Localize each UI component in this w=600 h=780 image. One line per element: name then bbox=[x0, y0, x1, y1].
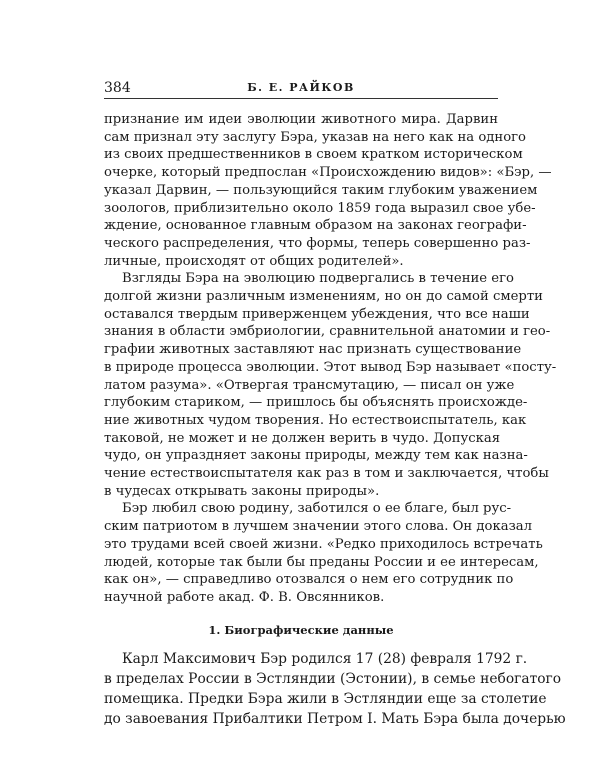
text-line: указал Дарвин, — пользующийся таким глубоким уважением bbox=[104, 182, 538, 198]
text-line: долгой жизни различным изменениям, но он до самой смерти bbox=[104, 289, 543, 305]
text-line: это трудами всей своей жизни. «Редко приходилось встречать bbox=[104, 536, 543, 552]
text-line: из своих предшественников в своем кратком историческом bbox=[104, 147, 523, 163]
text-line: в природе процесса эволюции. Этот вывод Бэр называет «посту- bbox=[104, 359, 557, 375]
book-page bbox=[104, 80, 566, 729]
text-line: знания в области эмбриологии, сравнительной анатомии и гео- bbox=[104, 324, 551, 340]
text-line: до завоевания Прибалтики Петром I. Мать Бэра была дочерью bbox=[104, 710, 566, 727]
text-line: помещика. Предки Бэра жили в Эстляндии еще за столетие bbox=[104, 690, 547, 707]
text-line: людей, которые так были бы преданы России и ее интересам, bbox=[104, 554, 539, 570]
running-header bbox=[104, 80, 498, 99]
text-line: оставался твердым приверженцем убеждения, что все наши bbox=[104, 306, 530, 322]
section-number: 1. bbox=[208, 622, 221, 637]
text-line: признание им идеи эволюции животного мира. Дарвин bbox=[104, 112, 498, 127]
text-line: таковой, не может и не должен верить в чудо. Допуская bbox=[104, 430, 501, 446]
text-line: ние животных чудом творения. Но естествоиспытатель, как bbox=[104, 412, 527, 428]
text-line: чудо, он упраздняет законы природы, между тем как назна- bbox=[104, 448, 528, 464]
text-line: очерке, который предпослан «Происхождению видов»: «Бэр, — bbox=[104, 165, 552, 181]
text-line: Бэр любил свою родину, заботился о ее благе, был рус- bbox=[122, 501, 512, 517]
paragraph-1 bbox=[104, 111, 552, 270]
paragraph-biography bbox=[104, 649, 566, 729]
page-number: 384 bbox=[104, 80, 131, 96]
text-line: в чудесах открывать законы природы». bbox=[104, 483, 380, 499]
text-line: зоологов, приблизительно около 1859 года выразил свое убе- bbox=[104, 200, 536, 216]
text-line: глубоким стариком, — пришлось бы объяснять происхожде- bbox=[104, 395, 528, 411]
section-title: Биографические данные bbox=[224, 622, 394, 637]
text-line: в пределах России в Эстляндии (Эстонии), в семье небогатого bbox=[104, 670, 562, 687]
text-line: графии животных заставляют нас признать существование bbox=[104, 342, 522, 358]
text-line: латом разума». «Отвергая трансмутацию, — писал он уже bbox=[104, 377, 515, 393]
text-line: сам признал эту заслугу Бэра, указав на него как на одного bbox=[104, 129, 526, 145]
text-line: ским патриотом в лучшем значении этого слова. Он доказал bbox=[104, 519, 533, 535]
paragraph-2 bbox=[104, 270, 557, 500]
text-line: ческого распределения, что формы, теперь совершенно раз- bbox=[104, 235, 531, 251]
text-line: как он», — справедливо отозвался о нем его сотрудник по bbox=[104, 572, 514, 588]
text-line: личные, происходят от общих родителей». bbox=[104, 253, 404, 269]
running-title: Б. Е. РАЙКОВ bbox=[247, 81, 355, 94]
paragraph-3 bbox=[104, 500, 543, 606]
text-line: чение естествоиспытателя как раз в том и заключается, чтобы bbox=[104, 466, 549, 482]
text-line: научной работе акад. Ф. В. Овсянников. bbox=[104, 589, 385, 605]
section-heading bbox=[104, 623, 498, 637]
text-line: Взгляды Бэра на эволюцию подвергались в течение его bbox=[122, 271, 514, 287]
text-line: ждение, основанное главным образом на законах географи- bbox=[104, 218, 527, 234]
text-line: Карл Максимович Бэр родился 17 (28) февраля 1792 г. bbox=[122, 650, 528, 667]
